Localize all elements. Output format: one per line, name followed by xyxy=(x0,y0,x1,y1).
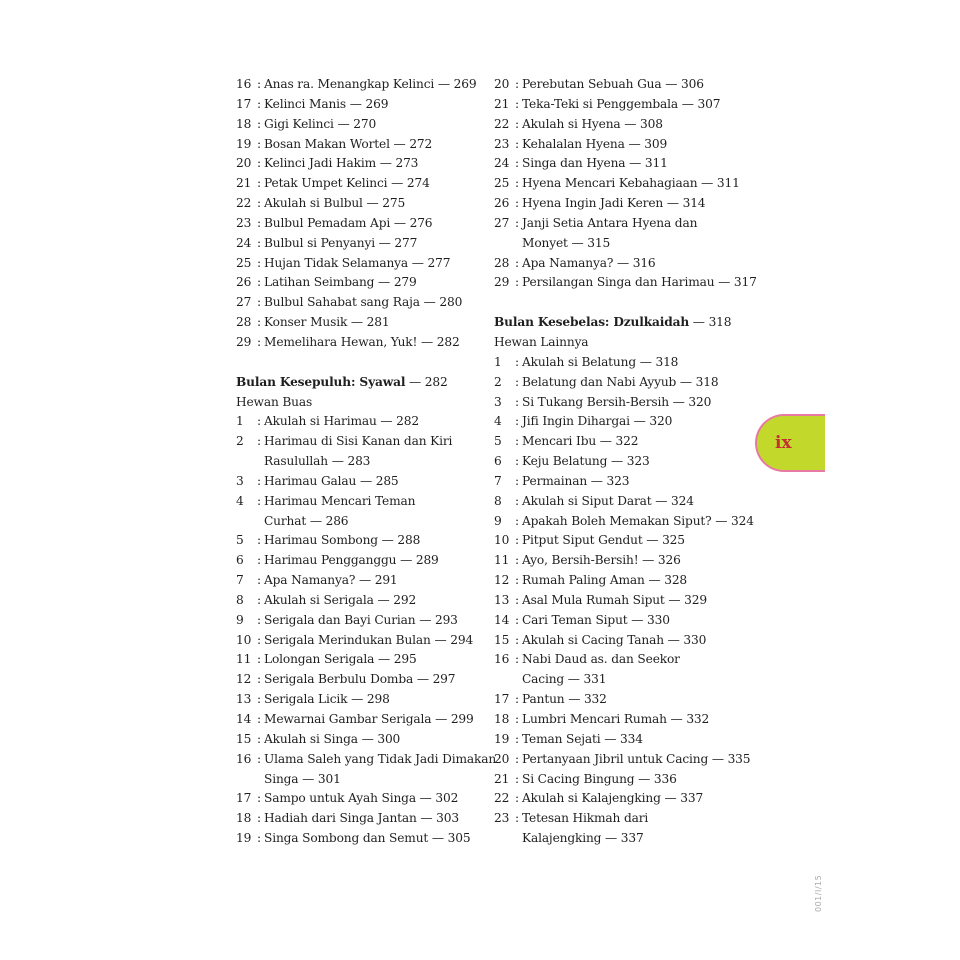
toc-entry-separator: : xyxy=(515,454,519,469)
toc-entry-number: 22 xyxy=(494,116,510,131)
toc-entry-title: Konser Musik — 281 xyxy=(264,315,390,330)
toc-entry-title: Harimau di Sisi Kanan dan Kiri xyxy=(264,434,453,449)
toc-entry-number: 16 xyxy=(236,77,252,91)
toc-entry xyxy=(494,273,757,293)
toc-entry xyxy=(494,154,754,174)
toc-entry xyxy=(494,809,754,829)
toc-entry-title: Akulah si Belatung — 318 xyxy=(522,354,679,369)
toc-entry xyxy=(494,472,754,492)
section-heading-page: — 282 xyxy=(405,374,448,389)
toc-entry-title: Akulah si Hyena — 308 xyxy=(522,116,663,131)
toc-entry-separator: : xyxy=(515,692,519,707)
toc-entry-title: Lolongan Serigala — 295 xyxy=(264,652,417,667)
toc-entry xyxy=(236,710,486,730)
toc-entry-separator: : xyxy=(515,136,519,151)
toc-entry-number: 28 xyxy=(236,315,252,330)
toc-entry-separator: : xyxy=(257,215,261,230)
toc-entry-number: 1 xyxy=(494,354,502,369)
toc-entry xyxy=(494,194,754,214)
toc-entry-title: Pantun — 332 xyxy=(522,692,607,707)
toc-entry-title: Serigala Merindukan Bulan — 294 xyxy=(264,632,474,647)
toc-entry xyxy=(494,789,754,809)
toc-entry-number: 16 xyxy=(494,652,510,667)
toc-entry-separator: : xyxy=(257,434,261,449)
toc-entry-separator: : xyxy=(515,473,519,488)
toc-entry-separator: : xyxy=(515,434,519,449)
toc-entry xyxy=(236,95,486,115)
toc-entry-number: 21 xyxy=(494,771,510,786)
section-heading xyxy=(494,313,754,333)
toc-entry-title: Jifi Ingin Dihargai — 320 xyxy=(522,414,673,429)
toc-entry-title: Lumbri Mencari Rumah — 332 xyxy=(522,712,710,726)
toc-entry-number: 17 xyxy=(236,96,252,111)
toc-entry-number: 14 xyxy=(494,612,510,627)
toc-entry-number: 5 xyxy=(236,533,244,548)
toc-entry xyxy=(494,95,754,115)
toc-entry-separator: : xyxy=(257,96,261,111)
toc-entry-number: 27 xyxy=(494,215,510,230)
toc-entry xyxy=(494,373,754,393)
toc-entry xyxy=(494,393,754,413)
toc-entry-separator: : xyxy=(515,592,519,607)
toc-entry-number: 26 xyxy=(494,196,510,211)
toc-entry-number: 18 xyxy=(494,712,510,726)
toc-entry-separator: : xyxy=(515,116,519,131)
toc-entry xyxy=(494,730,754,750)
toc-entry-title: Memelihara Hewan, Yuk! — 282 xyxy=(264,334,460,349)
toc-entry-separator: : xyxy=(515,811,519,826)
toc-entry-number: 12 xyxy=(494,573,510,588)
toc-entry-number: 11 xyxy=(236,652,252,667)
toc-entry-number: 22 xyxy=(494,791,510,806)
toc-entry-title: Belatung dan Nabi Ayyub — 318 xyxy=(522,374,719,389)
toc-entry-number: 9 xyxy=(494,513,502,528)
toc-entry-number: 6 xyxy=(494,454,502,469)
toc-entry-title: Ulama Saleh yang Tidak Jadi Dimakan xyxy=(264,751,497,766)
toc-entry-separator: : xyxy=(257,116,261,131)
toc-entry xyxy=(494,611,754,631)
toc-entry-number: 9 xyxy=(236,612,244,627)
toc-entry xyxy=(494,452,754,472)
toc-entry-title: Singa Sombong dan Semut — 305 xyxy=(264,831,471,846)
toc-entry-title: Akulah si Harimau — 282 xyxy=(264,414,419,429)
toc-entry-title: Asal Mula Rumah Siput — 329 xyxy=(522,592,707,607)
toc-entry-title: Hyena Mencari Kebahagiaan — 311 xyxy=(522,176,740,191)
toc-entry-title: Apakah Boleh Memakan Siput? — 324 xyxy=(522,513,754,528)
toc-entry-title: Akulah si Siput Darat — 324 xyxy=(522,493,694,508)
toc-entry xyxy=(236,492,486,512)
toc-entry-separator: : xyxy=(257,196,261,211)
toc-entry-title: Pertanyaan Jibril untuk Cacing — 335 xyxy=(522,751,751,766)
toc-entry-title: Singa dan Hyena — 311 xyxy=(522,156,668,171)
toc-entry-number: 23 xyxy=(494,811,510,826)
toc-entry-title: Apa Namanya? — 291 xyxy=(264,573,398,588)
toc-entry xyxy=(236,670,486,690)
toc-entry-title: Cari Teman Siput — 330 xyxy=(522,612,670,627)
toc-entry-number: 17 xyxy=(494,692,510,707)
toc-entry xyxy=(236,273,486,293)
toc-entry-title: Serigala dan Bayi Curian — 293 xyxy=(264,612,458,627)
toc-entry-number: 8 xyxy=(236,592,244,607)
toc-entry-separator: : xyxy=(257,235,261,250)
toc-entry-separator: : xyxy=(257,712,261,726)
toc-entry-separator: : xyxy=(257,672,261,687)
toc-entry-number: 21 xyxy=(494,96,510,111)
toc-entry-title: Harimau Galau — 285 xyxy=(264,473,399,488)
toc-entry-number: 17 xyxy=(236,791,252,806)
toc-entry-continuation: Monyet — 315 xyxy=(522,235,611,250)
toc-entry xyxy=(236,571,486,591)
toc-entry xyxy=(494,135,754,155)
toc-entry-separator: : xyxy=(515,196,519,211)
section-heading-page: — 318 xyxy=(689,315,732,330)
toc-entry-separator: : xyxy=(257,176,261,191)
toc-entry-number: 8 xyxy=(494,493,502,508)
toc-entry-number: 24 xyxy=(236,235,252,250)
toc-entry xyxy=(236,174,486,194)
page-number-tab xyxy=(755,414,825,472)
toc-entry-number: 3 xyxy=(236,473,244,488)
toc-entry-continuation: Cacing — 331 xyxy=(522,672,607,687)
toc-entry-separator: : xyxy=(257,414,261,429)
toc-entry-number: 23 xyxy=(494,136,510,151)
toc-entry-title: Perebutan Sebuah Gua — 306 xyxy=(522,77,704,91)
toc-entry xyxy=(494,492,754,512)
toc-entry xyxy=(236,293,486,313)
toc-entry xyxy=(236,313,486,333)
toc-entry-separator: : xyxy=(515,553,519,568)
toc-entry xyxy=(236,531,486,551)
toc-entry-number: 20 xyxy=(236,156,252,171)
toc-entry xyxy=(236,194,486,214)
toc-entry xyxy=(236,690,486,710)
toc-entry-separator: : xyxy=(515,374,519,389)
toc-entry-number: 1 xyxy=(236,414,244,429)
toc-entry-separator: : xyxy=(257,811,261,826)
section-heading xyxy=(236,373,486,393)
toc-entry xyxy=(494,353,754,373)
toc-entry xyxy=(494,115,754,135)
toc-entry-title: Permainan — 323 xyxy=(522,473,630,488)
toc-entry-title: Ayo, Bersih-Bersih! — 326 xyxy=(522,553,681,568)
toc-entry-separator: : xyxy=(257,156,261,171)
toc-entry-number: 11 xyxy=(494,553,510,568)
toc-entry-number: 14 xyxy=(236,712,252,726)
section-subheading: Hewan Lainnya xyxy=(494,334,589,349)
toc-entry xyxy=(494,631,754,651)
toc-entry-separator: : xyxy=(257,493,261,508)
toc-entry xyxy=(494,770,754,790)
toc-entry-title: Akulah si Cacing Tanah — 330 xyxy=(522,632,707,647)
toc-entry-number: 6 xyxy=(236,553,244,568)
toc-entry-title: Sampo untuk Ayah Singa — 302 xyxy=(264,791,459,806)
toc-entry-number: 2 xyxy=(236,434,244,449)
toc-entry-number: 25 xyxy=(236,255,252,270)
toc-entry xyxy=(494,690,754,710)
toc-entry-title: Bulbul Pemadam Api — 276 xyxy=(264,215,433,230)
toc-entry-separator: : xyxy=(515,215,519,230)
toc-entry-separator: : xyxy=(515,493,519,508)
toc-entry-separator: : xyxy=(515,394,519,409)
toc-entry-separator: : xyxy=(257,731,261,746)
toc-entry-title: Keju Belatung — 323 xyxy=(522,454,650,469)
toc-entry-number: 10 xyxy=(236,632,252,647)
toc-entry xyxy=(236,472,486,492)
section-heading-title: Bulan Kesebelas: Dzulkaidah xyxy=(494,315,690,330)
toc-entry-number: 20 xyxy=(494,751,510,766)
toc-entry-title: Bulbul si Penyanyi — 277 xyxy=(264,235,418,250)
toc-entry-separator: : xyxy=(257,473,261,488)
toc-entry xyxy=(494,571,754,591)
toc-entry xyxy=(236,789,486,809)
toc-entry-separator: : xyxy=(515,573,519,588)
toc-entry-number: 12 xyxy=(236,672,252,687)
toc-entry-separator: : xyxy=(257,533,261,548)
toc-entry-separator: : xyxy=(515,612,519,627)
toc-entry-separator: : xyxy=(257,275,261,290)
toc-entry-number: 21 xyxy=(236,176,252,191)
toc-entry xyxy=(236,154,486,174)
toc-entry-title: Harimau Sombong — 288 xyxy=(264,533,421,548)
toc-entry-separator: : xyxy=(515,414,519,429)
toc-entry-separator: : xyxy=(257,334,261,349)
toc-entry-number: 19 xyxy=(494,731,510,746)
page-number: ix xyxy=(775,433,792,453)
toc-entry-continuation: Rasulullah — 283 xyxy=(264,454,371,469)
toc-entry-separator: : xyxy=(257,255,261,270)
toc-entry-title: Mewarnai Gambar Serigala — 299 xyxy=(264,712,474,726)
toc-entry-continuation: Singa — 301 xyxy=(264,771,341,786)
toc-entry xyxy=(494,254,754,274)
toc-entry-title: Nabi Daud as. dan Seekor xyxy=(522,652,680,667)
toc-entry-number: 18 xyxy=(236,116,252,131)
toc-entry xyxy=(494,531,754,551)
toc-entry-title: Hadiah dari Singa Jantan — 303 xyxy=(264,811,459,826)
toc-entry-title: Harimau Pengganggu — 289 xyxy=(264,553,439,568)
toc-entry xyxy=(236,631,486,651)
toc-entry-separator: : xyxy=(257,573,261,588)
toc-entry xyxy=(494,432,754,452)
toc-entry-separator: : xyxy=(257,632,261,647)
toc-entry xyxy=(494,650,754,670)
toc-entry-title: Pitput Siput Gendut — 325 xyxy=(522,533,685,548)
toc-entry xyxy=(236,135,486,155)
toc-entry-separator: : xyxy=(257,295,261,310)
toc-entry-separator: : xyxy=(515,712,519,726)
toc-entry xyxy=(236,551,486,571)
section-subheading: Hewan Buas xyxy=(236,394,313,409)
toc-entry xyxy=(494,412,754,432)
toc-entry-title: Si Cacing Bingung — 336 xyxy=(522,771,677,786)
toc-entry xyxy=(236,115,486,135)
toc-entry-title: Teka-Teki si Penggembala — 307 xyxy=(522,96,721,111)
toc-entry-separator: : xyxy=(515,513,519,528)
toc-entry-separator: : xyxy=(515,77,519,91)
section-gap xyxy=(494,293,754,313)
toc-entry xyxy=(236,333,486,353)
toc-entry-title: Akulah si Kalajengking — 337 xyxy=(522,791,704,806)
toc-entry-title: Si Tukang Bersih-Bersih — 320 xyxy=(522,394,712,409)
toc-entry-number: 29 xyxy=(236,334,252,349)
section-gap xyxy=(236,353,486,373)
toc-entry xyxy=(236,750,497,770)
toc-entry xyxy=(236,412,486,432)
toc-entry-number: 5 xyxy=(494,434,502,449)
toc-entry-number: 4 xyxy=(236,493,244,508)
toc-entry-separator: : xyxy=(515,354,519,369)
toc-entry xyxy=(236,75,486,95)
toc-entry-title: Kelinci Manis — 269 xyxy=(264,96,389,111)
toc-entry xyxy=(494,710,754,730)
toc-entry-separator: : xyxy=(257,831,261,846)
toc-entry-title: Kelinci Jadi Hakim — 273 xyxy=(264,156,419,171)
toc-entry-number: 25 xyxy=(494,176,510,191)
toc-entry-title: Janji Setia Antara Hyena dan xyxy=(522,215,698,230)
toc-entry-separator: : xyxy=(257,612,261,627)
toc-entry-continuation: Kalajengking — 337 xyxy=(522,831,644,846)
toc-entry xyxy=(236,234,486,254)
toc-entry-number: 2 xyxy=(494,374,502,389)
toc-entry xyxy=(236,650,486,670)
section-heading-title: Bulan Kesepuluh: Syawal xyxy=(236,374,406,389)
toc-entry-title: Persilangan Singa dan Harimau — 317 xyxy=(522,275,757,290)
toc-entry-separator: : xyxy=(257,136,261,151)
toc-entry-number: 23 xyxy=(236,215,252,230)
toc-entry-title: Akulah si Bulbul — 275 xyxy=(264,196,406,211)
toc-entry-number: 19 xyxy=(236,831,252,846)
toc-entry-separator: : xyxy=(515,652,519,667)
toc-entry-number: 13 xyxy=(494,592,510,607)
toc-entry-title: Akulah si Singa — 300 xyxy=(264,731,401,746)
toc-entry-title: Petak Umpet Kelinci — 274 xyxy=(264,176,430,191)
toc-entry xyxy=(236,254,486,274)
toc-entry-title: Mencari Ibu — 322 xyxy=(522,434,639,449)
toc-entry-title: Hyena Ingin Jadi Keren — 314 xyxy=(522,196,706,211)
toc-entry-number: 20 xyxy=(494,77,510,91)
toc-entry-title: Serigala Licik — 298 xyxy=(264,692,390,707)
toc-entry-separator: : xyxy=(257,315,261,330)
toc-entry-title: Akulah si Serigala — 292 xyxy=(264,592,417,607)
toc-entry-number: 16 xyxy=(236,751,252,766)
toc-entry-separator: : xyxy=(515,176,519,191)
toc-entry-number: 28 xyxy=(494,255,510,270)
toc-entry-separator: : xyxy=(257,553,261,568)
toc-entry-title: Rumah Paling Aman — 328 xyxy=(522,573,688,588)
toc-entry xyxy=(236,829,486,849)
toc-entry-number: 15 xyxy=(494,632,510,647)
toc-entry xyxy=(236,214,486,234)
toc-entry-separator: : xyxy=(257,692,261,707)
toc-entry-separator: : xyxy=(515,255,519,270)
toc-entry-title: Teman Sejati — 334 xyxy=(522,731,643,746)
toc-entry xyxy=(494,512,754,532)
toc-entry-separator: : xyxy=(515,156,519,171)
toc-entry-title: Bosan Makan Wortel — 272 xyxy=(264,136,433,151)
toc-entry-title: Apa Namanya? — 316 xyxy=(522,255,656,270)
toc-entry-title: Latihan Seimbang — 279 xyxy=(264,275,417,290)
toc-entry-number: 18 xyxy=(236,811,252,826)
toc-entry xyxy=(494,214,754,234)
toc-entry xyxy=(494,551,754,571)
toc-entry-title: Tetesan Hikmah dari xyxy=(522,811,649,826)
toc-entry-separator: : xyxy=(257,791,261,806)
toc-entry xyxy=(494,174,754,194)
side-code: 001/I/15 xyxy=(814,874,823,912)
toc-entry-number: 13 xyxy=(236,692,252,707)
toc-entry-number: 22 xyxy=(236,196,252,211)
toc-entry xyxy=(236,809,486,829)
toc-entry-title: Anas ra. Menangkap Kelinci — 269 xyxy=(264,77,477,91)
toc-entry-number: 7 xyxy=(236,573,244,588)
toc-entry-number: 26 xyxy=(236,275,252,290)
toc-entry-title: Bulbul Sahabat sang Raja — 280 xyxy=(264,295,463,310)
toc-entry-title: Serigala Berbulu Domba — 297 xyxy=(264,672,456,687)
toc-entry-separator: : xyxy=(515,96,519,111)
toc-entry-number: 7 xyxy=(494,473,502,488)
toc-entry xyxy=(494,75,754,95)
toc-entry-number: 4 xyxy=(494,414,502,429)
toc-entry-number: 10 xyxy=(494,533,510,548)
toc-entry-separator: : xyxy=(515,731,519,746)
toc-entry-title: Gigi Kelinci — 270 xyxy=(264,116,377,131)
toc-entry-number: 29 xyxy=(494,275,510,290)
toc-entry xyxy=(236,432,486,452)
toc-entry-number: 24 xyxy=(494,156,510,171)
toc-entry-separator: : xyxy=(515,533,519,548)
toc-entry-separator: : xyxy=(515,632,519,647)
toc-entry-separator: : xyxy=(515,791,519,806)
toc-entry xyxy=(494,591,754,611)
toc-entry-separator: : xyxy=(515,751,519,766)
toc-entry-continuation: Curhat — 286 xyxy=(264,513,349,528)
toc-entry-number: 27 xyxy=(236,295,252,310)
toc-right-column xyxy=(494,75,757,849)
toc-entry-separator: : xyxy=(515,275,519,290)
toc-entry xyxy=(494,750,754,770)
toc-entry-separator: : xyxy=(257,77,261,91)
toc-entry-number: 19 xyxy=(236,136,252,151)
toc-entry-number: 15 xyxy=(236,731,252,746)
toc-entry-title: Harimau Mencari Teman xyxy=(264,493,416,508)
toc-entry xyxy=(236,730,486,750)
toc-entry-title: Kehalalan Hyena — 309 xyxy=(522,136,668,151)
toc-entry-separator: : xyxy=(515,771,519,786)
toc-entry xyxy=(236,611,486,631)
toc-entry-separator: : xyxy=(257,652,261,667)
toc-entry-number: 3 xyxy=(494,394,502,409)
toc-left-column xyxy=(236,75,497,849)
toc-entry-separator: : xyxy=(257,592,261,607)
toc-entry-title: Hujan Tidak Selamanya — 277 xyxy=(264,255,451,270)
toc-entry xyxy=(236,591,486,611)
toc-entry-separator: : xyxy=(257,751,261,766)
